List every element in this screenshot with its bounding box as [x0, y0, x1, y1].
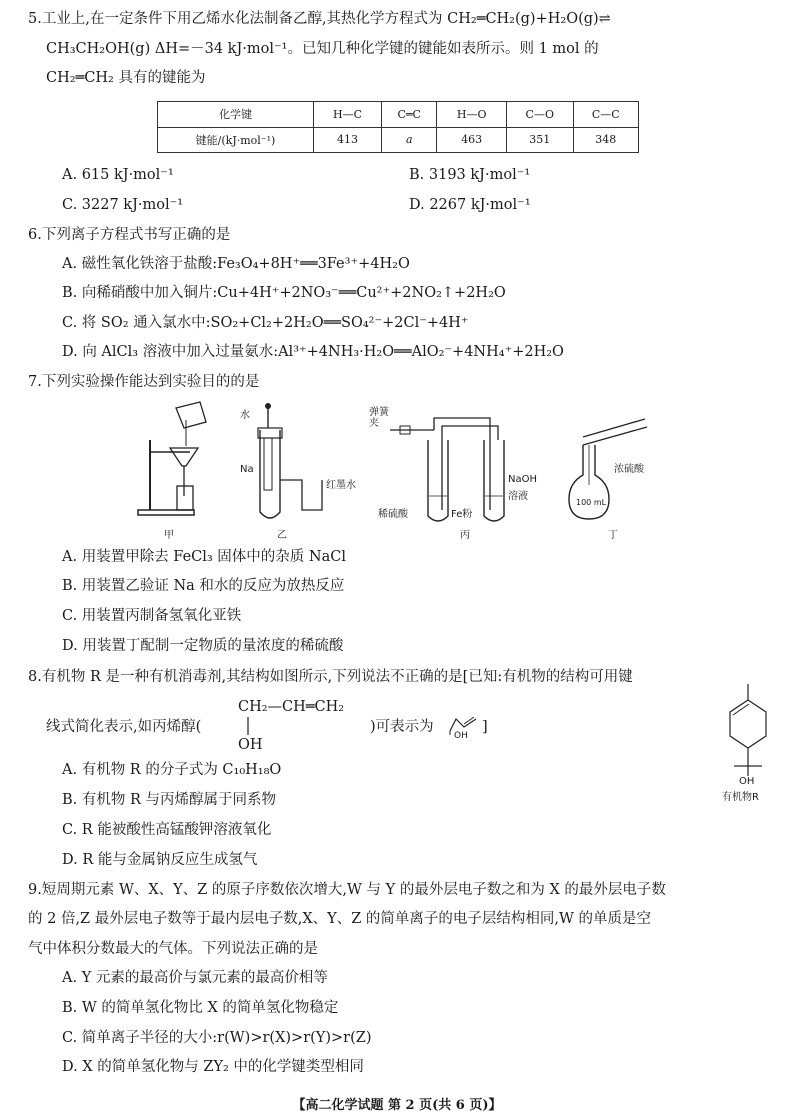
q8-stem-line1: 8.有机物 R 是一种有机消毒剂,其结构如图所示,下列说法不正确的是[已知:有机物的结构可用键 [28, 669, 633, 685]
q6-option-d: D. 向 AlCl₃ 溶液中加入过量氨水:Al³⁺+4NH₃·H₂O══AlO₂⁻+4NH₄⁺+2H₂O [62, 344, 564, 360]
table-header-cell: C—C [573, 102, 638, 128]
q8-stem-line2-post: )可表示为 [370, 719, 434, 735]
table-cell: 463 [437, 127, 506, 153]
q8-option-d: D. R 能与金属钠反应生成氢气 [62, 852, 258, 868]
table-row [158, 127, 639, 153]
table-header-cell: H—C [314, 102, 382, 128]
q8-option-a: A. 有机物 R 的分子式为 C₁₀H₁₈O [62, 762, 282, 778]
label-conc-acid: 浓硫酸 [614, 464, 644, 475]
apparatus-bing-label: 丙 [460, 530, 470, 541]
q6-option-b: B. 向稀硝酸中加入铜片:Cu+4H⁺+2NO₃⁻══Cu²⁺+2NO₂↑+2H₂O [62, 285, 506, 301]
label-na: Na [240, 464, 254, 475]
q7-option-a: A. 用装置甲除去 FeCl₃ 固体中的杂质 NaCl [62, 549, 346, 565]
compound-r-structure [718, 680, 778, 790]
allyl-alcohol-oh: OH [238, 737, 263, 753]
q5-stem-line1: 5.工业上,在一定条件下用乙烯水化法制备乙醇,其热化学方程式为 CH₂═CH₂(g)+H₂O(g)⇌ [28, 11, 611, 27]
table-cell: 348 [573, 127, 638, 153]
q5-option-b: B. 3193 kJ·mol⁻¹ [409, 167, 531, 183]
q6-option-c: C. 将 SO₂ 通入氯水中:SO₂+Cl₂+2H₂O══SO₄²⁻+2Cl⁻+4H⁺ [62, 315, 469, 331]
q9-option-c: C. 简单离子半径的大小:r(W)>r(X)>r(Y)>r(Z) [62, 1030, 372, 1046]
q5-stem-line3: CH₂═CH₂ 具有的键能为 [46, 70, 206, 86]
q9-option-d: D. X 的简单氢化物与 ZY₂ 中的化学键类型相同 [62, 1059, 364, 1075]
q7-option-d: D. 用装置丁配制一定物质的量浓度的稀硫酸 [62, 638, 344, 654]
q8-stem-line2: 线式简化表示,如丙烯醇( [46, 719, 202, 735]
q9-stem-line3: 气中体积分数最大的气体。下列说法正确的是 [28, 941, 318, 957]
compound-r-label: 有机物R [722, 792, 759, 803]
q6-option-a: A. 磁性氧化铁溶于盐酸:Fe₃O₄+8H⁺══3Fe³⁺+4H₂O [62, 256, 410, 272]
q8-option-b: B. 有机物 R 与丙烯醇属于同系物 [62, 792, 277, 808]
label-fe-powder: Fe粉 [451, 509, 473, 520]
apparatus-jia-label: 甲 [164, 530, 174, 541]
label-naoh: NaOH [508, 474, 537, 485]
skeletal-oh-label: OH [454, 731, 468, 741]
q8-stem-line2-end: ] [482, 719, 488, 735]
q5-stem-line2: CH₃CH₂OH(g) ΔH=－34 kJ·mol⁻¹。已知几种化学键的键能如表所示。则 1 mol 的 [46, 41, 599, 57]
table-header-cell: H—O [437, 102, 506, 128]
q8-option-c: C. R 能被酸性高锰酸钾溶液氧化 [62, 822, 272, 838]
label-clip: 弹簧夹 [369, 407, 389, 429]
apparatus-yi-na-water [240, 400, 340, 525]
q9-option-b: B. W 的简单氢化物比 X 的简单氢化物稳定 [62, 1000, 339, 1016]
apparatus-yi-label: 乙 [277, 530, 287, 541]
table-header-cell: C—O [506, 102, 573, 128]
formula-bond-line [246, 717, 250, 735]
table-header-cell: 化学键 [158, 102, 314, 128]
label-red-ink: 红墨水 [326, 480, 356, 491]
table-cell: 413 [314, 127, 382, 153]
table-header-cell: C═C [382, 102, 437, 128]
label-water: 水 [240, 410, 250, 421]
q9-stem-line1: 9.短周期元素 W、X、Y、Z 的原子序数依次增大,W 与 Y 的最外层电子数之和为 X 的最外层电子数 [28, 882, 666, 898]
allyl-alcohol-formula: CH₂—CH═CH₂ [238, 699, 345, 715]
compound-r-oh: OH [739, 776, 755, 787]
page-footer: 【高二化学试题 第 2 页(共 6 页)】 [292, 1098, 502, 1113]
apparatus-jia-filtration [130, 400, 220, 525]
q6-stem: 6.下列离子方程式书写正确的是 [28, 227, 231, 243]
q9-option-a: A. Y 元素的最高价与氯元素的最高价相等 [62, 970, 328, 986]
q7-option-c: C. 用装置丙制备氢氧化亚铁 [62, 608, 242, 624]
table-cell: a [382, 127, 437, 153]
q7-option-b: B. 用装置乙验证 Na 和水的反应为放热反应 [62, 578, 345, 594]
q5-option-d: D. 2267 kJ·mol⁻¹ [409, 197, 531, 213]
q9-stem-line2: 的 2 倍,Z 最外层电子数等于最内层电子数,X、Y、Z 的简单离子的电子层结构相同,W 的单质是空 [28, 911, 652, 927]
label-solution: 溶液 [508, 491, 528, 502]
table-row-label: 键能/(kJ·mol⁻¹) [158, 127, 314, 153]
table-row [158, 102, 639, 128]
bond-energy-table [157, 101, 639, 153]
label-flask-volume: 100 mL [576, 498, 607, 507]
q5-option-a: A. 615 kJ·mol⁻¹ [62, 167, 174, 183]
table-cell: 351 [506, 127, 573, 153]
label-dilute-acid: 稀硫酸 [378, 509, 408, 520]
q7-stem: 7.下列实验操作能达到实验目的的是 [28, 374, 260, 390]
q5-option-c: C. 3227 kJ·mol⁻¹ [62, 197, 184, 213]
apparatus-ding-label: 丁 [608, 530, 618, 541]
